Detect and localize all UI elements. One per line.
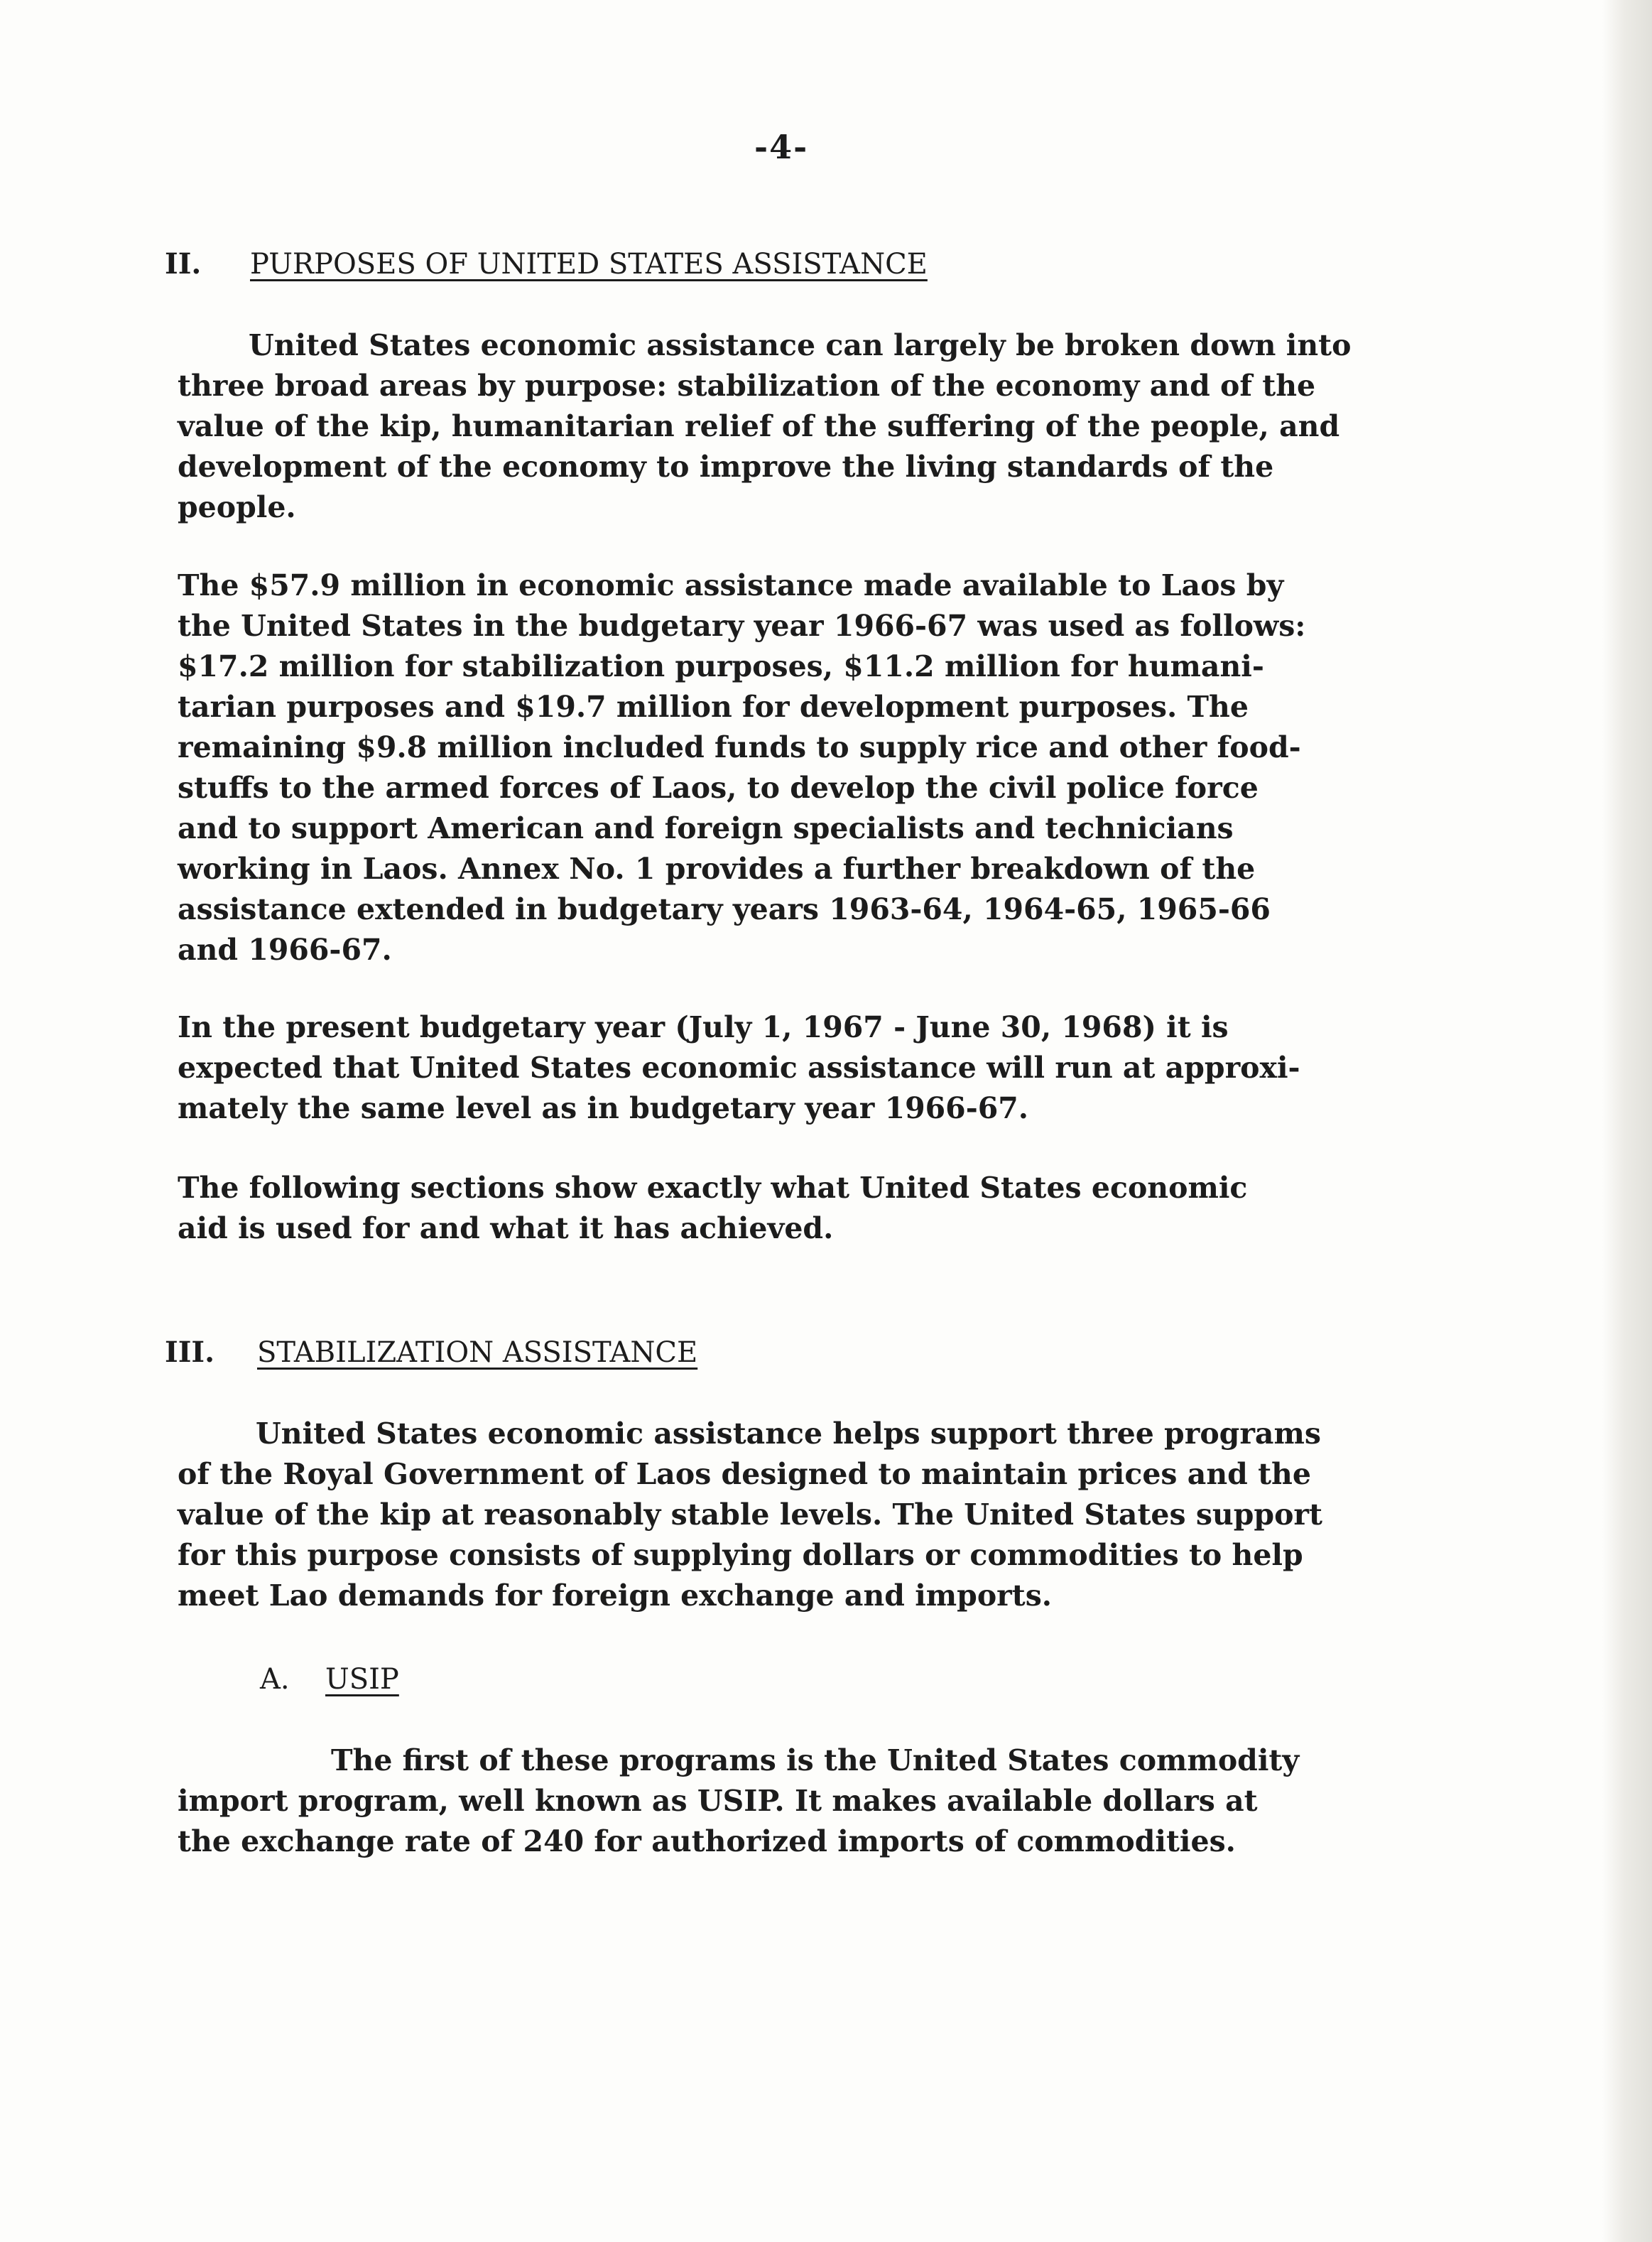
paragraph-line: the United States in the budgetary year 1966-67 was used as follows: (178, 609, 1306, 643)
paragraph-line: people. (178, 490, 296, 524)
paragraph-line: the exchange rate of 240 for authorized imports of commodities. (178, 1824, 1236, 1858)
paragraph-line: value of the kip at reasonably stable levels. The United States support (178, 1498, 1322, 1532)
paragraph-line: The first of these programs is the United States commodity (331, 1743, 1300, 1777)
paragraph-line: United States economic assistance helps support three programs (256, 1417, 1321, 1451)
section-ii-paragraph-1 (178, 325, 1449, 528)
section-iii-paragraph-1 (178, 1414, 1449, 1616)
section-iii-title: STABILIZATION ASSISTANCE (257, 1336, 698, 1369)
section-ii-paragraph-4 (178, 1168, 1449, 1249)
page-edge-shadow (1602, 0, 1652, 2242)
paragraph-line: three broad areas by purpose: stabilization of the economy and of the (178, 369, 1316, 403)
paragraph-line: United States economic assistance can largely be broken down into (249, 328, 1352, 362)
section-ii-heading (165, 246, 928, 283)
paragraph-line: of the Royal Government of Laos designed to maintain prices and the (178, 1457, 1311, 1491)
paragraph-line: $17.2 million for stabilization purposes, $11.2 million for humani- (178, 649, 1264, 683)
section-ii-title: PURPOSES OF UNITED STATES ASSISTANCE (250, 248, 928, 281)
subsection-a-letter: A. (260, 1663, 290, 1696)
paragraph-line: and 1966-67. (178, 933, 392, 967)
paragraph-line: assistance extended in budgetary years 1963-64, 1964-65, 1965-66 (178, 892, 1271, 926)
page-number: -4- (754, 128, 809, 166)
paragraph-line: import program, well known as USIP. It makes available dollars at (178, 1784, 1258, 1818)
paragraph-line: tarian purposes and $19.7 million for development purposes. The (178, 690, 1249, 724)
paragraph-line: mately the same level as in budgetary year 1966-67. (178, 1091, 1029, 1125)
paragraph-line: development of the economy to improve the living standards of the (178, 450, 1274, 484)
paragraph-line: aid is used for and what it has achieved. (178, 1211, 834, 1245)
section-ii-paragraph-3 (178, 1007, 1449, 1129)
paragraph-line: working in Laos. Annex No. 1 provides a further breakdown of the (178, 852, 1256, 886)
subsection-a-heading (260, 1661, 399, 1698)
paragraph-line: for this purpose consists of supplying dollars or commodities to help (178, 1538, 1303, 1572)
section-iii-heading (165, 1334, 697, 1371)
paragraph-line: In the present budgetary year (July 1, 1967 - June 30, 1968) it is (178, 1010, 1229, 1044)
paragraph-line: and to support American and foreign specialists and technicians (178, 811, 1234, 845)
section-ii-number: II. (165, 247, 202, 281)
subsection-a-paragraph (178, 1740, 1449, 1862)
paragraph-line: stuffs to the armed forces of Laos, to develop the civil police force (178, 771, 1259, 805)
paragraph-line: expected that United States economic assistance will run at approxi- (178, 1051, 1300, 1085)
section-ii-paragraph-2 (178, 565, 1449, 970)
paragraph-line: The $57.9 million in economic assistance made available to Laos by (178, 568, 1284, 602)
paragraph-line: remaining $9.8 million included funds to supply rice and other food- (178, 730, 1301, 764)
paragraph-line: meet Lao demands for foreign exchange and imports. (178, 1578, 1053, 1613)
paragraph-line: The following sections show exactly what United States economic (178, 1171, 1248, 1205)
section-iii-number: III. (165, 1336, 215, 1369)
subsection-a-title: USIP (325, 1663, 399, 1696)
paragraph-line: value of the kip, humanitarian relief of the suffering of the people, and (178, 409, 1340, 443)
